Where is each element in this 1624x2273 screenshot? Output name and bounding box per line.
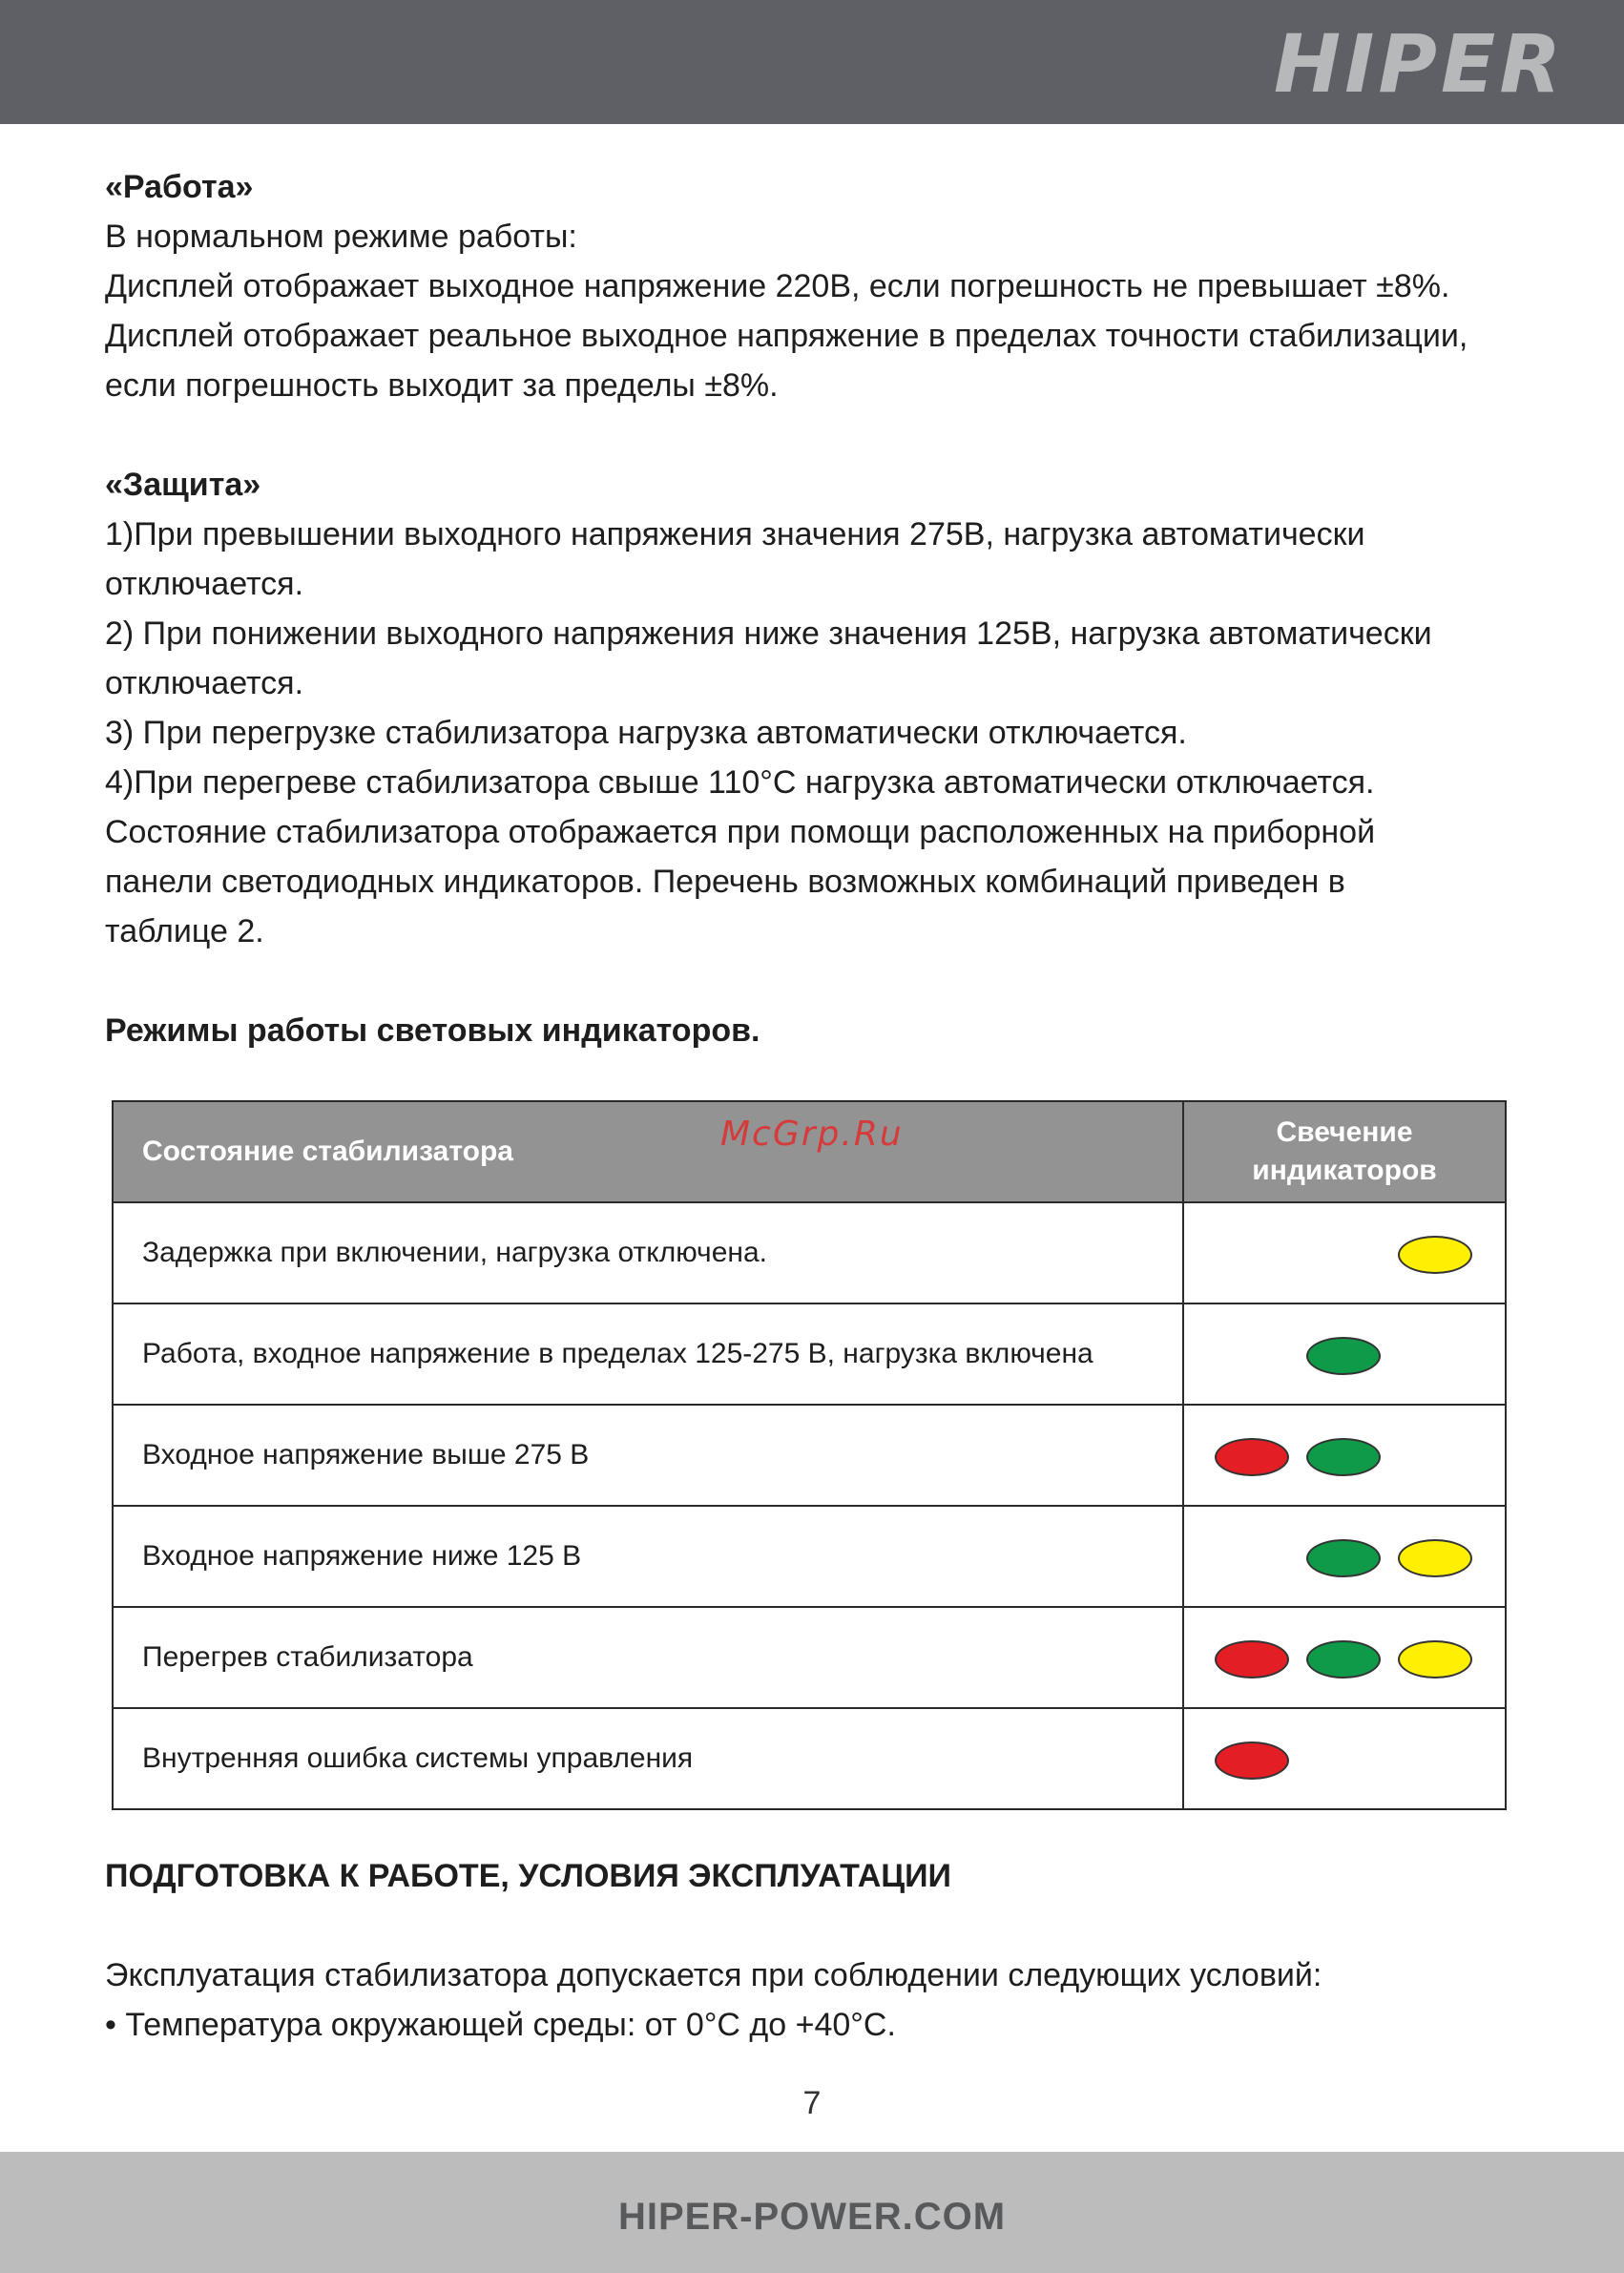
state-cell: Внутренняя ошибка системы управления (113, 1708, 1183, 1809)
protection-line: таблице 2. (105, 913, 264, 949)
table-row (113, 1303, 1506, 1405)
indicator-cell (1183, 1708, 1506, 1809)
yellow-indicator-light (1398, 1640, 1472, 1679)
table-row (113, 1708, 1506, 1809)
red-indicator-light (1215, 1438, 1289, 1476)
state-cell: Перегрев стабилизатора (113, 1607, 1183, 1708)
table-row (113, 1202, 1506, 1303)
protection-line: панели светодиодных индикаторов. Перечень возможных комбинаций приведен в (105, 864, 1345, 900)
green-indicator-light (1306, 1337, 1381, 1375)
green-indicator-light (1306, 1438, 1381, 1476)
work-line: если погрешность выходит за пределы ±8%. (105, 367, 779, 404)
state-cell: Задержка при включении, нагрузка отключена. (113, 1202, 1183, 1303)
table-row (113, 1506, 1506, 1607)
protection-line: отключается. (105, 566, 304, 602)
page-footer (0, 2152, 1624, 2273)
green-indicator-light (1306, 1640, 1381, 1679)
work-line: В нормальном режиме работы: (105, 219, 577, 255)
green-indicator-light (1306, 1539, 1381, 1577)
work-line: Дисплей отображает выходное напряжение 220В, если погрешность не превышает ±8%. (105, 268, 1450, 304)
footer-site: HIPER-POWER.COM (617, 2196, 1007, 2238)
indicators-title: Режимы работы световых индикаторов. (105, 1012, 760, 1049)
preparation-line: Эксплуатация стабилизатора допускается при соблюдении следующих условий: (105, 1957, 1322, 1993)
work-title: «Работа» (105, 169, 254, 205)
yellow-indicator-light (1398, 1539, 1472, 1577)
indicator-cell (1183, 1303, 1506, 1405)
red-indicator-light (1215, 1640, 1289, 1679)
state-cell: Входное напряжение выше 275 В (113, 1405, 1183, 1506)
state-cell: Входное напряжение ниже 125 В (113, 1506, 1183, 1607)
preparation-title: ПОДГОТОВКА К РАБОТЕ, УСЛОВИЯ ЭКСПЛУАТАЦИИ (105, 1858, 951, 1894)
hiper-logo: HIPER (1273, 17, 1565, 111)
state-cell: Работа, входное напряжение в пределах 125-275 В, нагрузка включена (113, 1303, 1183, 1405)
protection-title: «Защита» (105, 467, 261, 503)
preparation-section (105, 1851, 1565, 2050)
header-indicators-line2: индикаторов (1252, 1155, 1437, 1186)
indicator-cell (1183, 1607, 1506, 1708)
indicator-cell (1183, 1202, 1506, 1303)
table-row (113, 1607, 1506, 1708)
yellow-indicator-light (1398, 1236, 1472, 1274)
preparation-line: • Температура окружающей среды: от 0°С до +40°С. (105, 2007, 896, 2043)
protection-line: 2) При понижении выходного напряжения ниже значения 125В, нагрузка автоматически (105, 615, 1432, 652)
page-header (0, 0, 1624, 124)
protection-line: 1)При превышении выходного напряжения значения 275В, нагрузка автоматически (105, 516, 1365, 553)
protection-line: отключается. (105, 665, 304, 701)
indicator-cell (1183, 1405, 1506, 1506)
header-indicators (1183, 1101, 1506, 1202)
table-row (113, 1405, 1506, 1506)
protection-line: 4)При перегреве стабилизатора свыше 110°С нагрузка автоматически отключается. (105, 764, 1375, 801)
red-indicator-light (1215, 1741, 1289, 1780)
work-line: Дисплей отображает реальное выходное напряжение в пределах точности стабилизации, (105, 318, 1468, 354)
watermark: McGrp.Ru (720, 1115, 904, 1154)
protection-line: 3) При перегрузке стабилизатора нагрузка автоматически отключается. (105, 715, 1187, 751)
main-text (105, 162, 1565, 1055)
header-indicators-line1: Свечение (1276, 1116, 1413, 1148)
indicator-table (112, 1100, 1507, 1810)
header-state: Состояние стабилизатора (113, 1101, 1183, 1202)
page-number: 7 (802, 2085, 822, 2121)
indicator-cell (1183, 1506, 1506, 1607)
protection-line: Состояние стабилизатора отображается при помощи расположенных на приборной (105, 814, 1376, 850)
